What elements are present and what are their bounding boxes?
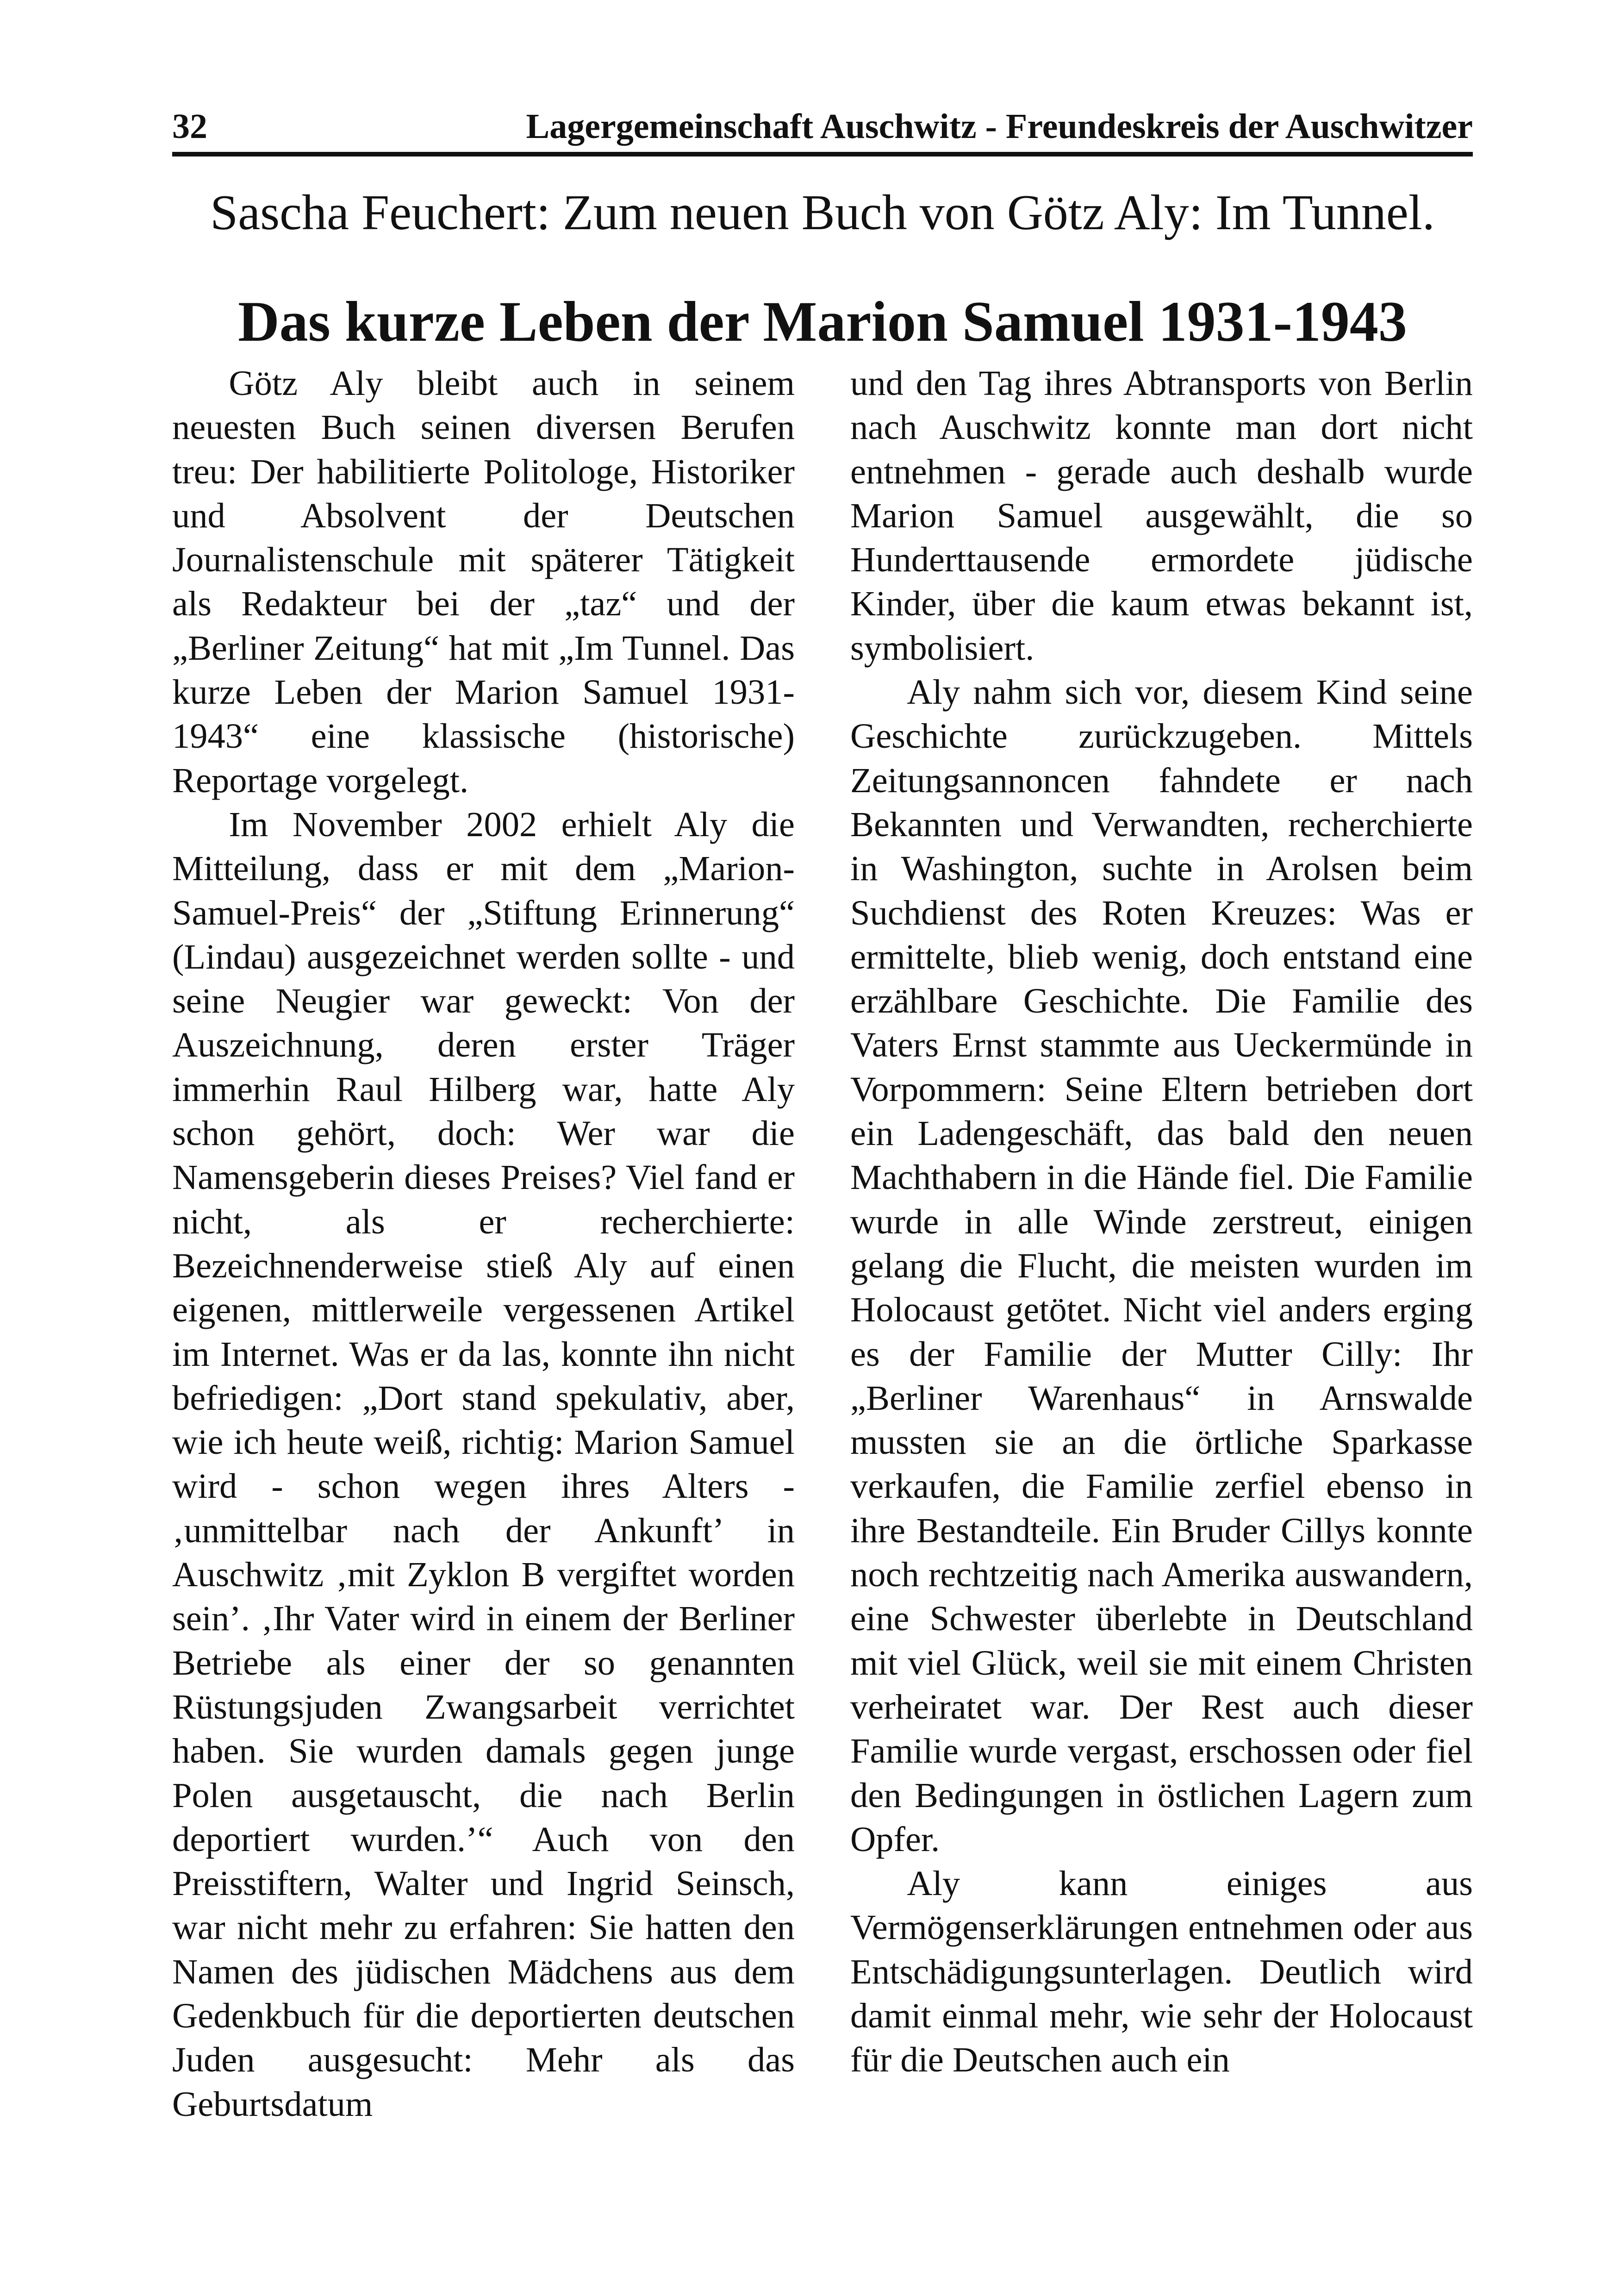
- running-header: [172, 101, 1473, 156]
- paragraph: Götz Aly bleibt auch in seinem neuesten Buch seinen diversen Berufen treu: Der habilitierte Politologe, Historiker und Absolvent der Deutschen Journalistenschule mit späterer Tätigkeit als Redakteur bei der „taz“ und der „Berliner Zeitung“ hat mit „Im Tunnel. Das kurze Leben der Marion Samuel 1931-1943“ eine klassische (historische) Reportage vorgelegt.: [172, 363, 795, 800]
- article-headline: Das kurze Leben der Marion Samuel 1931-1943: [238, 290, 1407, 353]
- article-header: [172, 178, 1473, 359]
- journal-title: Lagergemeinschaft Auschwitz - Freundeskreis der Auschwitzer: [526, 107, 1473, 146]
- paragraph: Aly nahm sich vor, diesem Kind seine Geschichte zurückzugeben. Mittels Zeitungsannoncen fahndete er nach Bekannten und Verwandten, recherchierte in Washington, suchte in Arolsen beim Suchdienst des Roten Kreuzes: Was er ermittelte, blieb wenig, doch entstand eine erzählbare Geschichte. Die Familie des Vaters Ernst stammte aus Ueckermünde in Vorpommern: Seine Eltern betrieben dort ein Ladengeschäft, das bald den neuen Machthabern in die Hände fiel. Die Familie wurde in alle Winde zerstreut, einigen gelang die Flucht, die meisten wurden im Holocaust getötet. Nicht viel anders erging es der Familie der Mutter Cilly: Ihr „Berliner Warenhaus“ in Arnswalde mussten sie an die örtliche Sparkasse verkaufen, die Familie zerfiel ebenso in ihre Bestandteile. Ein Bruder Cillys konnte noch rechtzeitig nach Amerika auswandern, eine Schwester überlebte in Deutschland mit viel Glück, weil sie mit einem Christen verheiratet war. Der Rest auch dieser Familie wurde vergast, erschossen oder fiel den Bedingungen in östlichen Lagern zum Opfer.: [850, 672, 1473, 1859]
- page-number: 32: [172, 107, 207, 146]
- paragraph: und den Tag ihres Abtransports von Berlin nach Auschwitz konnte man dort nicht entnehmen - gerade auch deshalb wurde Marion Samuel ausgewählt, die so Hunderttausende ermordete jüdische Kinder, über die kaum etwas bekannt ist, symbolisiert.: [850, 363, 1473, 668]
- right-column: [850, 361, 1473, 2082]
- article-kicker: Sascha Feuchert: Zum neuen Buch von Götz Aly: Im Tunnel.: [210, 185, 1435, 240]
- paragraph: Im November 2002 erhielt Aly die Mitteilung, dass er mit dem „Marion-Samuel-Preis“ der „Stiftung Erinnerung“ (Lindau) ausgezeichnet werden sollte - und seine Neugier war geweckt: Von der Auszeichnung, deren erster Träger immerhin Raul Hilberg war, hatte Aly schon gehört, doch: Wer war die Namensgeberin dieses Preises? Viel fand er nicht, als er recherchierte: Bezeichnenderweise stieß Aly auf einen eigenen, mittlerweile vergessenen Artikel im Internet. Was er da las, konnte ihn nicht befriedigen: „Dort stand spekulativ, aber, wie ich heute weiß, richtig: Marion Samuel wird - schon wegen ihres Alters - ‚unmittelbar nach der Ankunft’ in Auschwitz ‚mit Zyklon B vergiftet worden sein’. ‚Ihr Vater wird in einem der Berliner Betriebe als einer der so genannten Rüstungsjuden Zwangsarbeit verrichtet haben. Sie wurden damals gegen junge Polen ausgetauscht, die nach Berlin deportiert wurden.’“ Auch von den Preisstiftern, Walter und Ingrid Seinsch, war nicht mehr zu erfahren: Sie hatten den Namen des jüdischen Mädchens aus dem Gedenkbuch für die deportierten deutschen Juden ausgesucht: Mehr als das Geburtsdatum: [172, 804, 795, 2124]
- paragraph: Aly kann einiges aus Vermögenserklärungen entnehmen oder aus Entschädigungsunterlagen. Deutlich wird damit einmal mehr, wie sehr der Holocaust für die Deutschen auch ein: [850, 1864, 1473, 2080]
- left-column: [172, 361, 795, 2126]
